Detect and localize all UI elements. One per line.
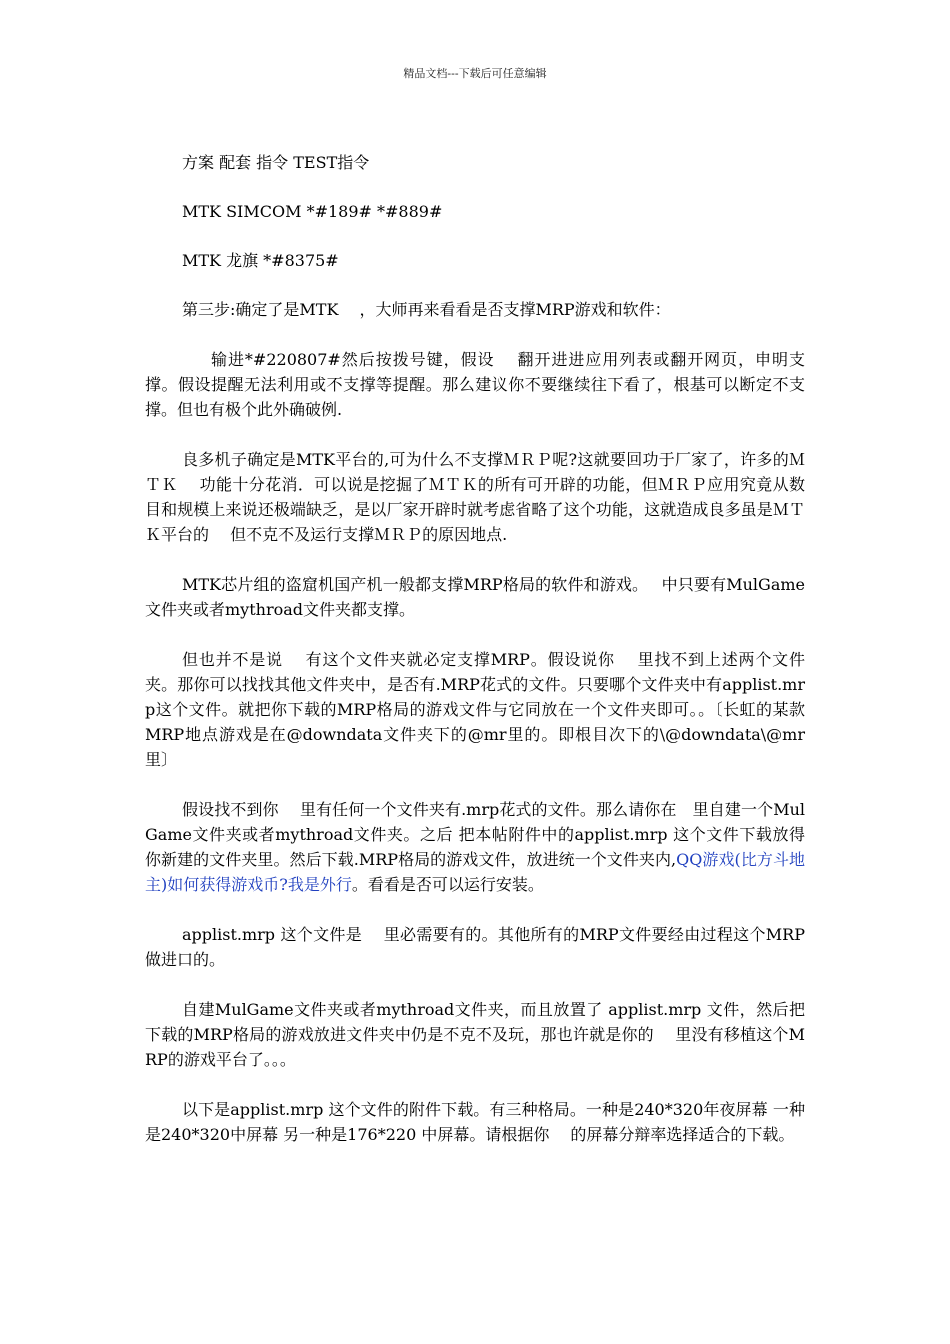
paragraph-longqi-code: MTK 龙旗 *#8375# bbox=[182, 251, 339, 270]
paragraph-simcom-codes: MTK SIMCOM *#189# *#889# bbox=[182, 202, 443, 221]
paragraph-mtk-support: MTK芯片组的盗窟机国产机一般都支撑MRP格局的软件和游戏。 中只要有MulGame文件夹或者mythroad文件夹都支撑。 bbox=[145, 575, 805, 619]
document-body bbox=[145, 150, 827, 1147]
paragraph-folder-search: 但也并不是说 有这个文件夹就必定支撑MRP。假设说你 里找不到上述两个文件夹。那你可以找找其他文件夹中，是否有.MRP花式的文件。只要哪个文件夹中有applist.mrp这个文件。就把你下载的MRP格局的游戏文件与它同放在一个文件夹即可。。〔长虹的某款 MRP地点游戏是在@downdata文件夹下的@mr里的。即根目次下的\@downdata\@mr里〕 bbox=[145, 650, 827, 769]
page-header: 精品文档---下载后可任意编辑 bbox=[403, 67, 547, 80]
paragraph-step-three: 第三步:确定了是MTK ，大师再来看看是否支撑MRP游戏和软件： bbox=[182, 300, 671, 319]
paragraph-create-folder bbox=[145, 797, 827, 897]
paragraph-create-folder-text: 假设找不到你 里有任何一个文件夹有.mrp花式的文件。那么请你在 里自建一个MulGame文件夹或者mythroad文件夹。之后 把本帖附件中的applist.mrp 这个文件下载放得 你新建的文件夹里。然后下载.MRP格局的游戏文件，放进统一个文件夹内, bbox=[145, 800, 827, 869]
paragraph-scheme-title: 方案 配套 指令 TEST指令 bbox=[182, 153, 370, 172]
qq-game-coins-link[interactable]: QQ游戏(比方斗地主)如何获得游戏币?我是外行 bbox=[145, 850, 805, 894]
paragraph-download-formats: 以下是applist.mrp 这个文件的附件下载。有三种格局。一种是240*320年夜屏幕 一种是240*320中屏幕 另一种是176*220 中屏幕。请根据你 的屏幕分辩率选择适合的下载。 bbox=[145, 1100, 805, 1144]
paragraph-mtk-reason: 良多机子确定是MTK平台的,可为什么不支撑ＭＲＰ呢?这就要回功于厂家了，许多的ＭＴＫ 功能十分花消．可以说是挖掘了ＭＴＫ的所有可开辟的功能，但ＭＲＰ应用究竟从数目和规模上来说还极端缺乏，是以厂家开辟时就考虑省略了这个功能，这就造成良多虽是ＭＴＫ平台的 但不克不及运行支撑ＭＲＰ的原因地点. bbox=[145, 450, 805, 544]
paragraph-applist-required: applist.mrp 这个文件是 里必需要有的。其他所有的MRP文件要经由过程这个MRP做进口的。 bbox=[145, 925, 805, 969]
paragraph-dial-check: 输进*#220807#然后按拨号键，假设 翻开进进应用列表或翻开网页，申明支撑。假设提醒无法利用或不支撑等提醒。那么建议你不要继续往下看了，根基可以断定不支撑。但也有极个此外确破例. bbox=[145, 350, 805, 419]
paragraph-no-platform: 自建MulGame文件夹或者mythroad文件夹，而且放置了 applist.mrp 文件，然后把下载的MRP格局的游戏放进文件夹中仍是不克不及玩，那也许就是你的 里没有移植这个MRP的游戏平台了。。。 bbox=[145, 1000, 805, 1069]
paragraph-create-folder-tail: 。看看是否可以运行安装。 bbox=[351, 875, 544, 894]
